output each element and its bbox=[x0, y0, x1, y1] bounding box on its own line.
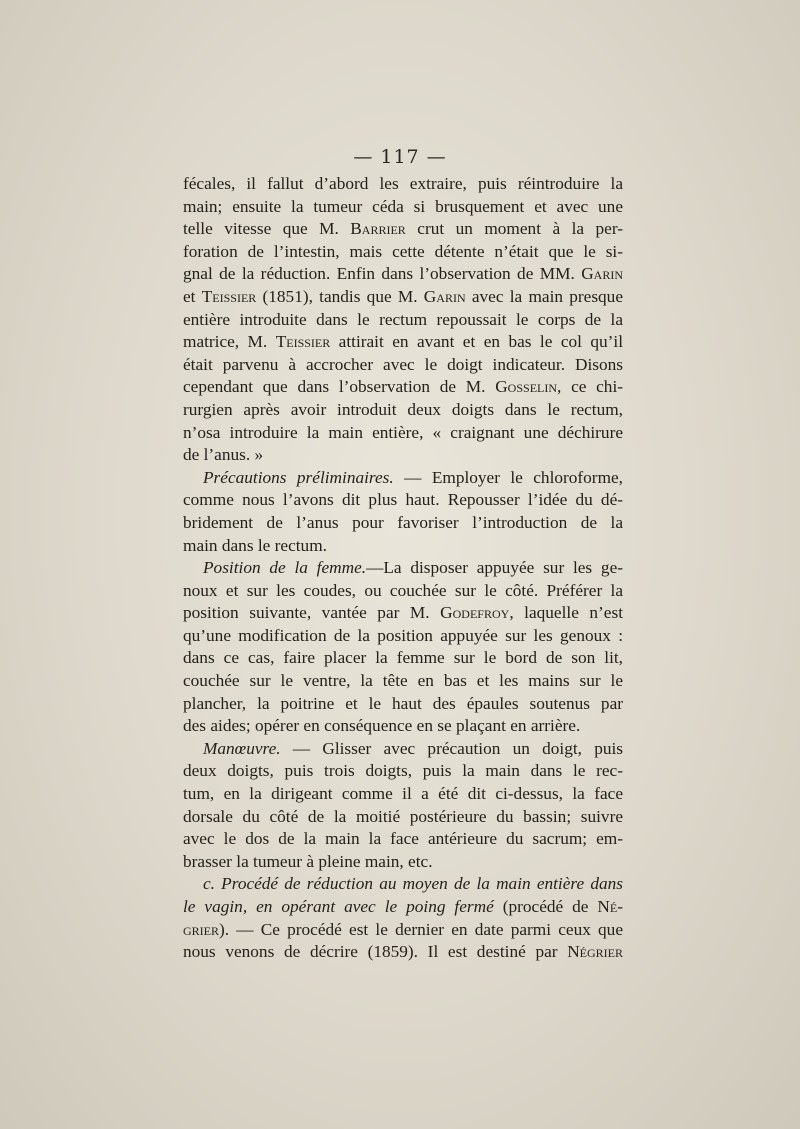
text-line bbox=[183, 873, 623, 896]
text-line bbox=[183, 647, 623, 670]
text-line bbox=[183, 919, 623, 942]
text-line bbox=[183, 760, 623, 783]
text-run: fécales, il fallut d’abord les extraire, puis réintroduire la bbox=[183, 174, 623, 193]
text-run: (procédé de bbox=[493, 897, 598, 916]
text-run: matrice, M. bbox=[183, 332, 276, 352]
text-run: et bbox=[183, 286, 202, 306]
text-run: rurgien après avoir introduit deux doigts dans le rectum, bbox=[183, 399, 623, 419]
text-run: attirait en avant et en bas le col qu’il bbox=[330, 332, 623, 352]
text-line bbox=[183, 309, 623, 332]
text-line bbox=[183, 512, 623, 535]
text-run: comme nous l’avons dit plus haut. Repousser l’idée du dé- bbox=[183, 490, 623, 510]
text-line bbox=[183, 422, 623, 445]
text-run: foration de l’intestin, mais cette détente n’était que le si- bbox=[183, 241, 623, 261]
italic-heading: c. Procédé de réduction au moyen de la main entière dans bbox=[203, 874, 623, 894]
text-run: dorsale du côté de la moitié postérieure du bassin; suivre bbox=[183, 806, 623, 826]
text-run: — Glisser avec précaution un doigt, puis bbox=[280, 738, 623, 758]
text-run: main dans le rectum. bbox=[183, 535, 327, 555]
italic-heading: le vagin, en opérant avec le poing fermé bbox=[183, 897, 494, 916]
text-line bbox=[183, 331, 623, 354]
proper-name: Garin bbox=[423, 286, 466, 306]
text-line bbox=[183, 218, 623, 241]
text-line bbox=[183, 173, 623, 196]
italic-heading: Manœuvre. bbox=[203, 738, 281, 758]
text-line bbox=[183, 783, 623, 806]
text-run: crut un moment à la per- bbox=[405, 219, 623, 239]
text-run: telle vitesse que M. bbox=[183, 219, 351, 239]
text-run: dans ce cas, faire placer la femme sur le bord de son lit, bbox=[183, 648, 623, 668]
text-run: entière introduite dans le rectum repoussait le corps de la bbox=[183, 309, 623, 329]
text-run: — Employer le chloroforme, bbox=[393, 467, 623, 487]
text-run: avec la main presque bbox=[465, 286, 623, 306]
text-line bbox=[183, 196, 623, 219]
page-number: — 117 — bbox=[353, 146, 447, 168]
text-line bbox=[183, 535, 623, 558]
text-line bbox=[183, 467, 623, 490]
text-line bbox=[183, 828, 623, 851]
proper-name: grier bbox=[183, 919, 219, 939]
text-line bbox=[183, 896, 623, 919]
text-line bbox=[183, 444, 623, 467]
text-run: (1851), tandis que M. bbox=[256, 286, 424, 306]
text-line bbox=[183, 625, 623, 648]
text-run: , laquelle n’est bbox=[509, 603, 623, 623]
text-run: deux doigts, puis trois doigts, puis la main dans le rec- bbox=[183, 761, 623, 781]
text-line bbox=[183, 399, 623, 422]
text-run: tum, en la dirigeant comme il a été dit ci-dessus, la face bbox=[183, 784, 623, 804]
text-line bbox=[183, 354, 623, 377]
text-run: bridement de l’anus pour favoriser l’introduction de la bbox=[183, 512, 623, 532]
text-line bbox=[183, 670, 623, 693]
text-line bbox=[183, 557, 623, 580]
proper-name: Gosselin bbox=[495, 377, 558, 397]
text-run: nous venons de décrire (1859). Il est destiné par bbox=[183, 942, 568, 962]
proper-name: Barrier bbox=[350, 219, 406, 239]
body-text bbox=[183, 173, 623, 964]
text-run: noux et sur les coudes, ou couchée sur le côté. Préférer la bbox=[183, 580, 623, 600]
text-line bbox=[183, 263, 623, 286]
text-run: —La disposer appuyée sur les ge- bbox=[366, 558, 623, 578]
proper-name: Garin bbox=[581, 264, 623, 284]
text-line bbox=[183, 738, 623, 761]
text-run: avec le dos de la main la face antérieure du sacrum; em- bbox=[183, 829, 623, 849]
proper-name: Teissier bbox=[201, 286, 257, 306]
proper-name: Négrier bbox=[567, 942, 623, 962]
text-run: main; ensuite la tumeur céda si brusquement et avec une bbox=[183, 196, 623, 216]
proper-name: Godefroy bbox=[440, 603, 510, 623]
text-line bbox=[183, 602, 623, 625]
text-run: cependant que dans l’observation de M. bbox=[183, 377, 496, 397]
text-line bbox=[183, 715, 623, 738]
text-line bbox=[183, 489, 623, 512]
text-run: n’osa introduire la main entière, « craignant une déchirure bbox=[183, 422, 623, 442]
text-run: position suivante, vantée par M. bbox=[183, 603, 441, 623]
text-line bbox=[183, 286, 623, 309]
text-line bbox=[183, 693, 623, 716]
text-run: couchée sur le ventre, la tête en bas et les mains sur le bbox=[183, 671, 623, 691]
text-run: des aides; opérer en conséquence en se plaçant en arrière. bbox=[183, 716, 581, 736]
text-line bbox=[183, 376, 623, 399]
proper-name: Né- bbox=[597, 897, 623, 916]
proper-name: Teissier bbox=[275, 332, 331, 352]
text-run: ). — Ce procédé est le dernier en date parmi ceux que bbox=[219, 919, 623, 939]
italic-heading: Position de la femme. bbox=[203, 558, 367, 578]
text-line bbox=[183, 580, 623, 603]
text-line bbox=[183, 241, 623, 264]
text-run: plancher, la poitrine et le haut des épaules soutenus par bbox=[183, 693, 623, 713]
italic-heading: Précautions préliminaires. bbox=[203, 467, 394, 487]
text-run: qu’une modification de la position appuyée sur les genoux : bbox=[183, 625, 623, 645]
text-run: de l’anus. » bbox=[183, 445, 264, 465]
text-run: brasser la tumeur à pleine main, etc. bbox=[183, 851, 433, 871]
text-line bbox=[183, 851, 623, 874]
text-line bbox=[183, 806, 623, 829]
text-run: , ce chi- bbox=[557, 377, 624, 397]
text-run: était parvenu à accrocher avec le doigt indicateur. Disons bbox=[183, 354, 623, 374]
text-run: gnal de la réduction. Enfin dans l’observation de MM. bbox=[183, 264, 582, 284]
text-line bbox=[183, 941, 623, 964]
